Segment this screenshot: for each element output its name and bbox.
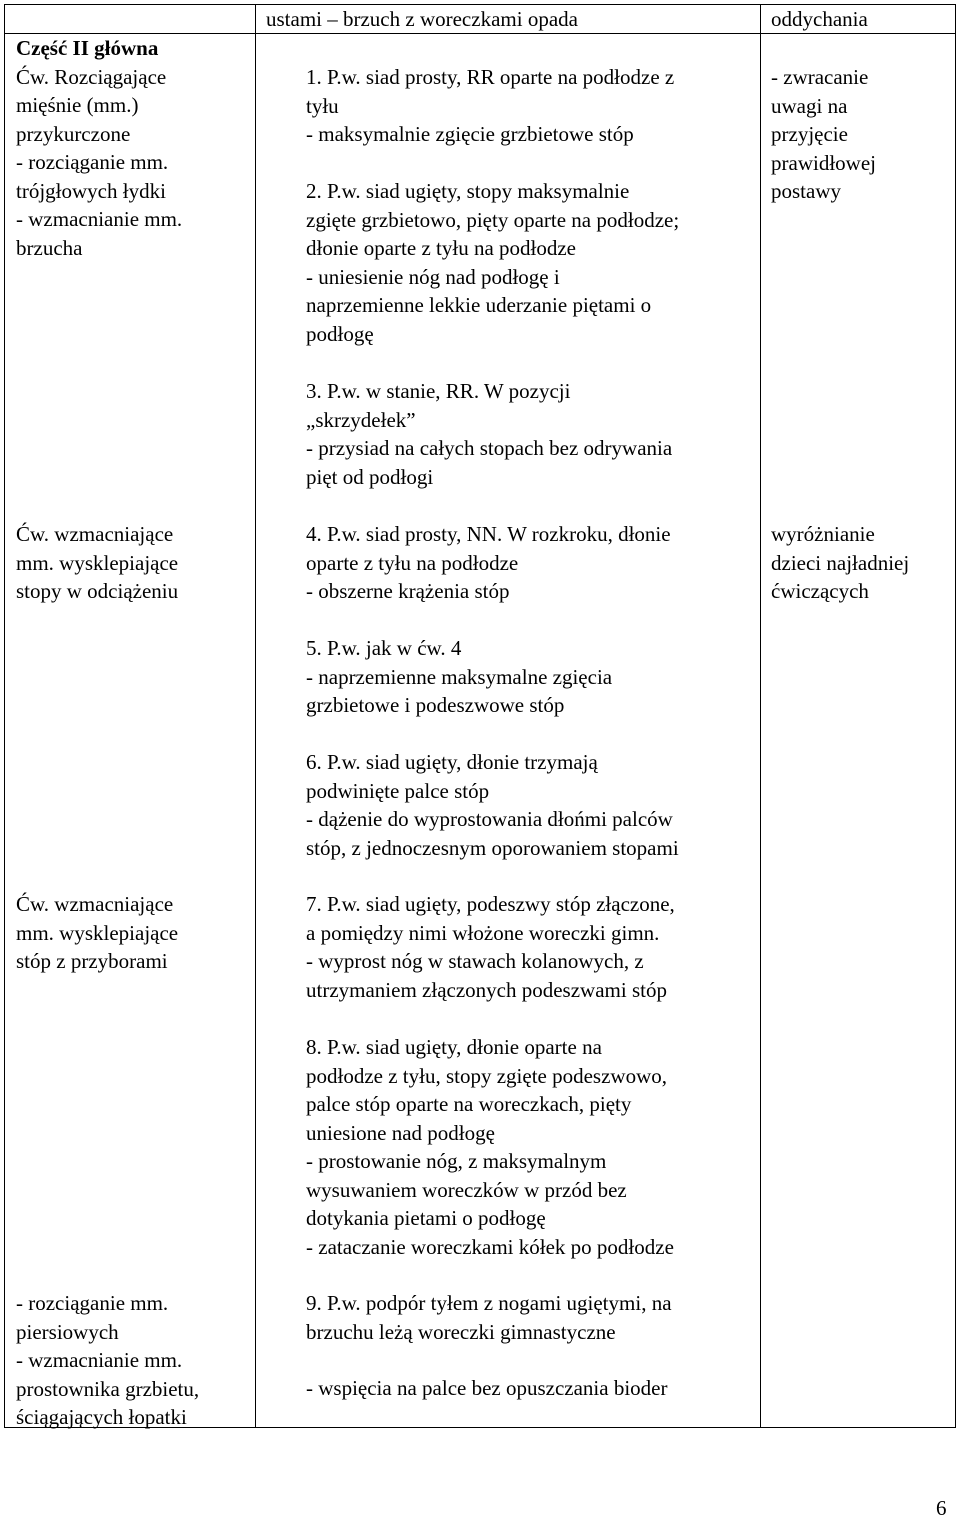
- column-divider-1: [255, 4, 256, 1428]
- exercise-9-task: - wspięcia na palce bez opuszczania bioder: [306, 1376, 668, 1400]
- exercise-6: 6. P.w. siad ugięty, dłonie trzymają podwinięte palce stóp - dążenie do wyprostowania dłońmi palców stóp, z jednoczesnym oporowaniem stopami: [306, 750, 679, 860]
- note-praise: wyróżnianie dzieci najładniej ćwiczących: [771, 522, 910, 603]
- section-foot-arch-equipment: Ćw. wzmacniające mm. wysklepiające stóp z przyborami: [16, 892, 179, 973]
- column-divider-2: [760, 4, 761, 1428]
- exercise-1: 1. P.w. siad prosty, RR oparte na podłodze z tyłu - maksymalnie zgięcie grzbietowe stóp: [306, 65, 675, 146]
- exercise-2: 2. P.w. siad ugięty, stopy maksymalnie zgięte grzbietowo, pięty oparte na podłodze; dłonie oparte z tyłu na podłodze - uniesienie nóg nad podłogę i naprzemienne lekkie uderzanie piętami o podłogę: [306, 179, 680, 346]
- exercise-5: 5. P.w. jak w ćw. 4 - naprzemienne maksymalne zgięcia grzbietowe i podeszwowe stóp: [306, 636, 613, 717]
- exercise-8: 8. P.w. siad ugięty, dłonie oparte na podłodze z tyłu, stopy zgięte podeszwowo, palce stóp oparte na woreczkach, pięty uniesione nad podłogę - prostowanie nóg, z maksymalnym wysuwaniem woreczków w przód bez dotykania pietami o podłogę - zataczanie woreczkami kółek po podłodze: [306, 1035, 674, 1259]
- header-cell-notes: oddychania: [771, 7, 868, 31]
- page-number: 6: [936, 1496, 947, 1520]
- header-cell-exercises: ustami – brzuch z woreczkami opada: [266, 7, 578, 31]
- exercise-4: 4. P.w. siad prosty, NN. W rozkroku, dłonie oparte z tyłu na podłodze - obszerne krążenia stóp: [306, 522, 671, 603]
- section-main-part: Część II główna Ćw. Rozciągające mięśnie (mm.) przykurczone - rozciąganie mm. trójgłowych łydki - wzmacnianie mm. brzucha: [16, 36, 183, 260]
- section-title: Część II główna: [16, 36, 159, 60]
- section-chest-back: - rozciąganie mm. piersiowych - wzmacnianie mm. prostownika grzbietu, ściągających łopatki: [16, 1291, 200, 1429]
- exercise-9: 9. P.w. podpór tyłem z nogami ugiętymi, na brzuchu leżą woreczki gimnastyczne: [306, 1291, 672, 1344]
- note-posture: - zwracanie uwagi na przyjęcie prawidłowej postawy: [771, 65, 876, 203]
- exercise-3: 3. P.w. w stanie, RR. W pozycji „skrzydełek” - przysiad na całych stopach bez odrywania pięt od podłogi: [306, 379, 673, 489]
- section-foot-arch-unloaded: Ćw. wzmacniające mm. wysklepiające stopy w odciążeniu: [16, 522, 179, 603]
- exercise-7: 7. P.w. siad ugięty, podeszwy stóp złączone, a pomiędzy nimi włożone woreczki gimn. - wyprost nóg w stawach kolanowych, z utrzymaniem złączonych podeszwami stóp: [306, 892, 675, 1002]
